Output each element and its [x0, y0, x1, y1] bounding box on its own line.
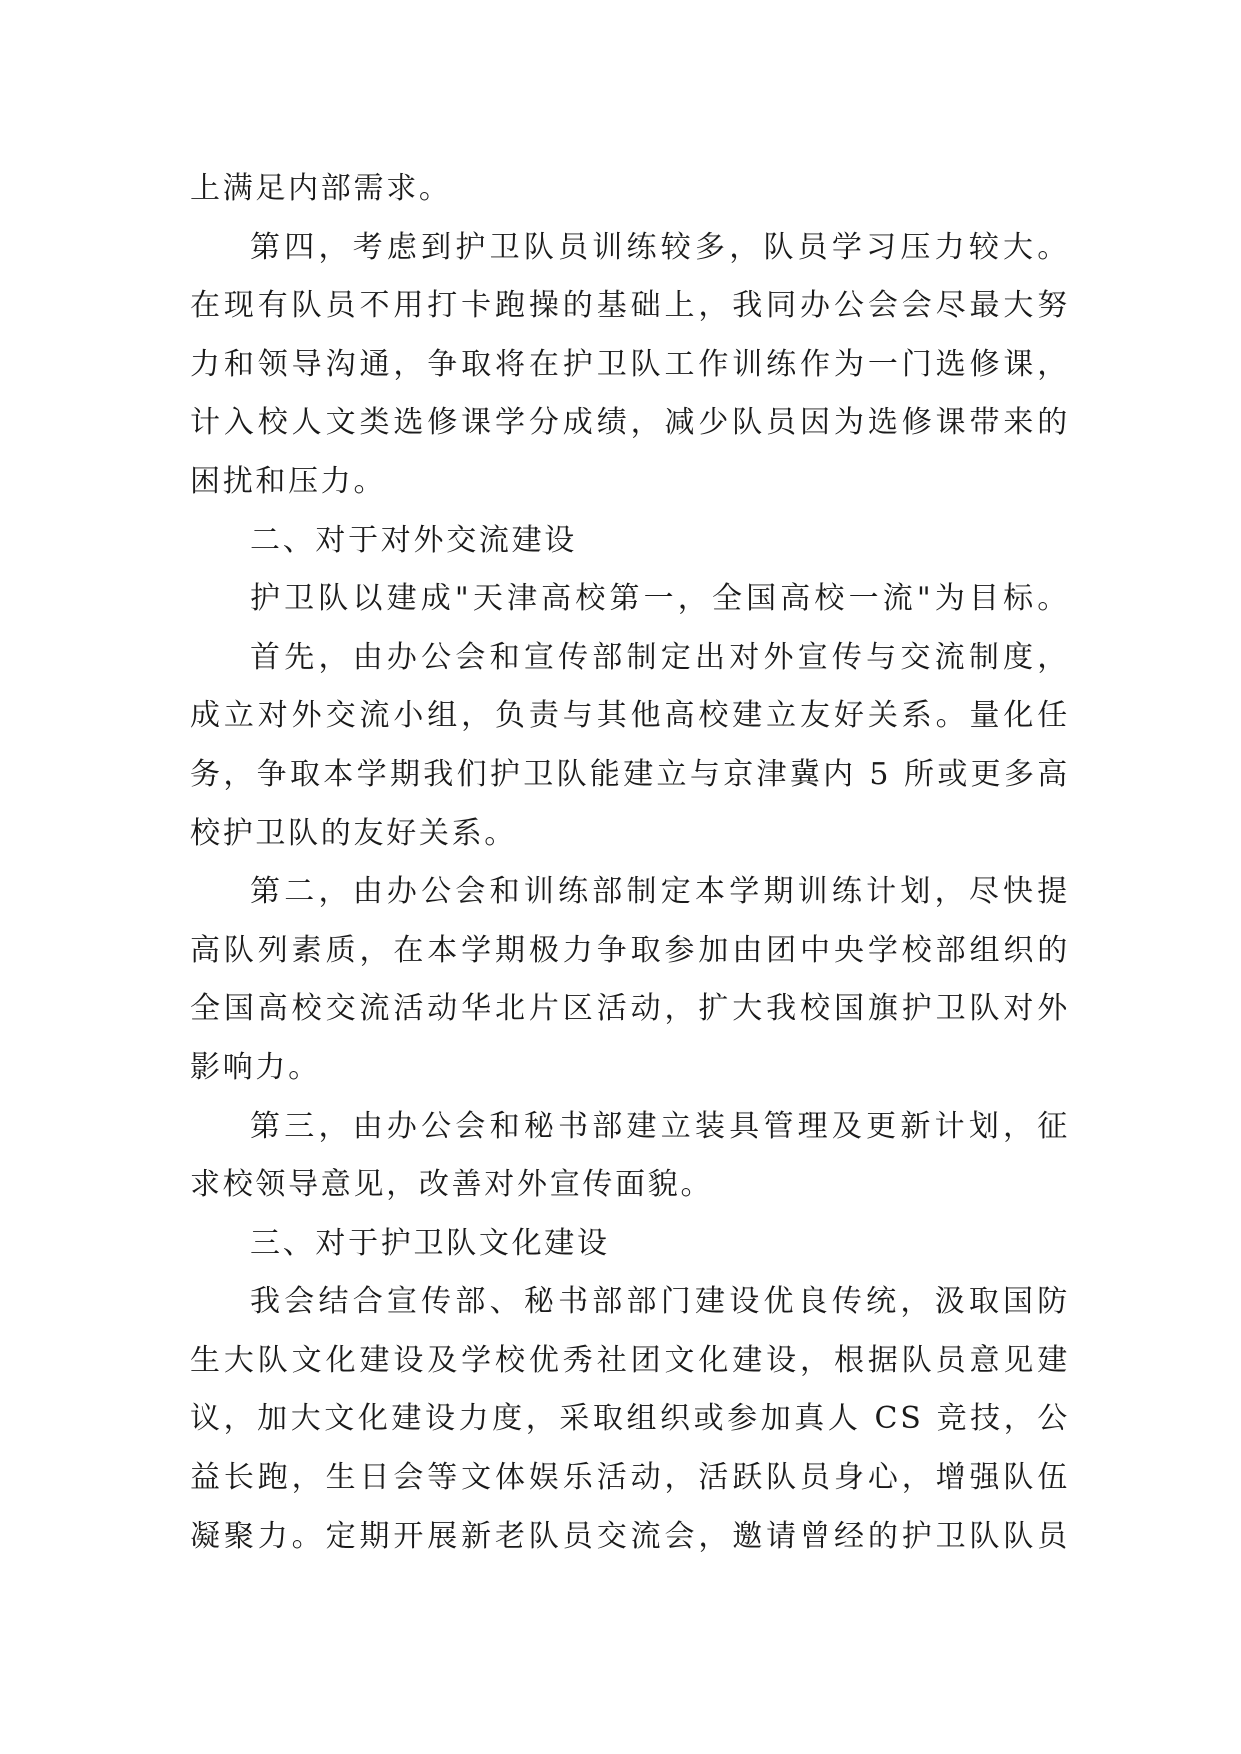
text-line: 凝聚力。定期开展新老队员交流会，邀请曾经的护卫队队员 [190, 1518, 1070, 1554]
text-line: 力和领导沟通，争取将在护卫队工作训练作为一门选修课， [190, 346, 1070, 382]
paragraph [190, 1098, 1070, 1215]
text-line: 我会结合宣传部、秘书部部门建设优良传统，汲取国防 [250, 1284, 1070, 1320]
text-line: 首先，由办公会和宣传部制定出对外宣传与交流制度， [250, 639, 1070, 675]
text-line: 二、对于对外交流建设 [250, 522, 577, 558]
text-line: 第四，考虑到护卫队员训练较多，队员学习压力较大。 [250, 229, 1070, 265]
paragraph [190, 1273, 1070, 1566]
text-line: 上满足内部需求。 [190, 171, 452, 206]
text-line: 全国高校交流活动华北片区活动，扩大我校国旗护卫队对外 [190, 991, 1070, 1027]
text-line: 困扰和压力。 [190, 463, 387, 499]
text-line: 护卫队以建成"天津高校第一，全国高校一流"为目标。 [250, 581, 1070, 617]
text-line: 生大队文化建设及学校优秀社团文化建设，根据队员意见建 [190, 1342, 1070, 1378]
section-heading [190, 512, 1070, 571]
text-line: 务，争取本学期我们护卫队能建立与京津冀内 5 所或更多高 [190, 756, 1070, 792]
text-line: 成立对外交流小组，负责与其他高校建立友好关系。量化任 [190, 698, 1070, 734]
paragraph [190, 160, 1070, 219]
text-line: 求校领导意见，改善对外宣传面貌。 [190, 1167, 714, 1203]
paragraph [190, 219, 1070, 512]
text-line: 三、对于护卫队文化建设 [250, 1225, 610, 1261]
paragraph [190, 570, 1070, 629]
text-line: 校护卫队的友好关系。 [190, 815, 517, 851]
document-body [190, 160, 1070, 1566]
text-line: 议，加大文化建设力度，采取组织或参加真人 CS 竞技，公 [190, 1401, 1070, 1437]
text-line: 第三，由办公会和秘书部建立装具管理及更新计划，征 [250, 1108, 1070, 1144]
paragraph [190, 863, 1070, 1097]
paragraph [190, 629, 1070, 863]
section-heading [190, 1215, 1070, 1274]
text-line: 第二，由办公会和训练部制定本学期训练计划，尽快提 [250, 874, 1070, 910]
text-line: 在现有队员不用打卡跑操的基础上，我同办公会会尽最大努 [190, 288, 1070, 324]
text-line: 益长跑，生日会等文体娱乐活动，活跃队员身心，增强队伍 [190, 1460, 1070, 1496]
text-line: 计入校人文类选修课学分成绩，减少队员因为选修课带来的 [190, 405, 1070, 441]
text-line: 高队列素质，在本学期极力争取参加由团中央学校部组织的 [190, 932, 1070, 968]
text-line: 影响力。 [190, 1049, 321, 1085]
